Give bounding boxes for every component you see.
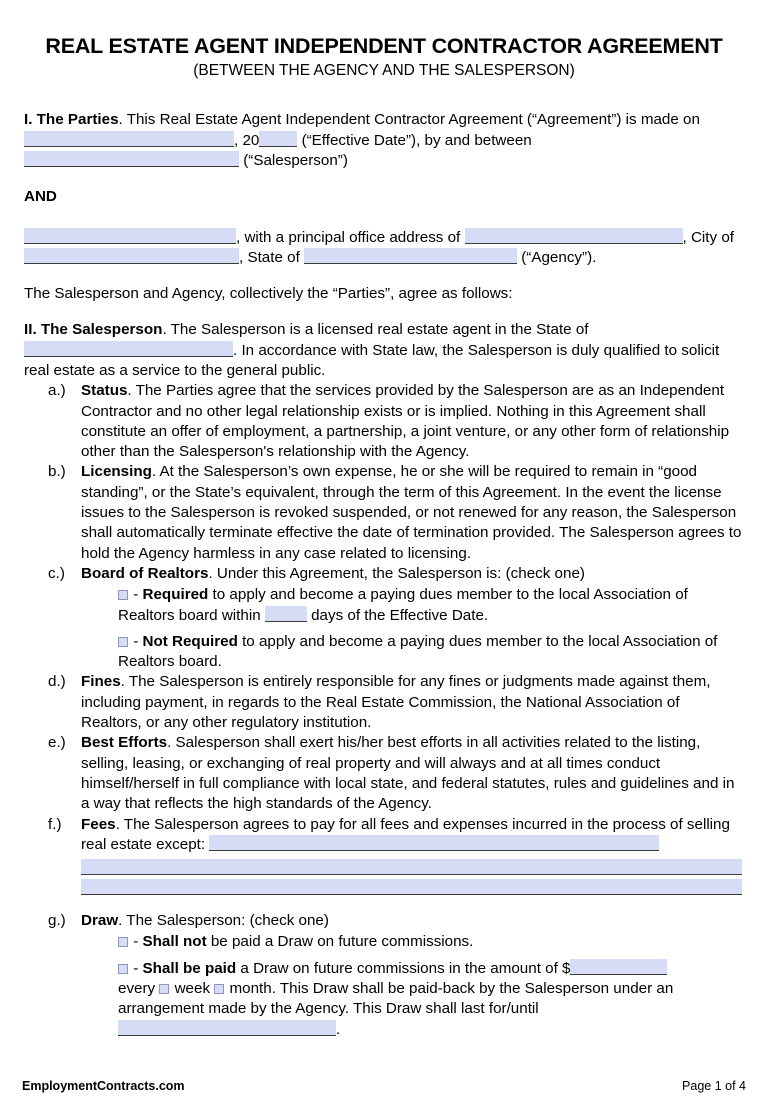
salesperson-name-field[interactable] [24, 151, 239, 167]
clause-text: . At the Salesperson’s own expense, he or she will be required to remain in “good standing”, or the State’s equivalent, through the term of this Agreement. In the event the license issues to the Salesperson is revoked suspended, or not renewed for any reason, the Salesperson shall automatically terminate effective the date of termination provided. The Salesperson agrees to hold the Agency harmless in any case related to licensing. [81, 463, 742, 562]
draw-duration-field[interactable] [118, 1020, 336, 1036]
board-option-not-required [118, 632, 742, 673]
clause-title: Status [81, 382, 128, 400]
option-dash: - [129, 933, 143, 951]
agency-name-field[interactable] [24, 228, 236, 244]
agency-city-field[interactable] [24, 248, 239, 264]
and-label: AND [24, 188, 57, 206]
option-dash: - [129, 632, 143, 650]
option-text-3: week [170, 980, 215, 997]
fees-exception-field-line-1[interactable] [209, 835, 659, 851]
effective-year-field[interactable] [259, 131, 297, 147]
agency-text-1: , with a principal office address of [236, 228, 465, 246]
section-parties-text-2: , 20 [234, 131, 260, 149]
option-text-5: . [336, 1020, 341, 1038]
clause-text: . The Parties agree that the services provided by the Salesperson are as an Independent Contractor and no other legal relationship exists or is implied. Nothing in this Agreement shall constitute an offer of employment, a partnership, a joint venture, or any other form of relationship other than the Salesperson's relationship with the Agency. [81, 382, 730, 461]
agency-address-field[interactable] [465, 228, 683, 244]
page-subtitle: (BETWEEN THE AGENCY AND THE SALESPERSON) [193, 61, 575, 79]
agency-text-4: (“Agency”). [517, 248, 597, 266]
section-parties [24, 110, 742, 171]
option-text-2: every [118, 980, 160, 997]
clause-list [24, 381, 742, 1040]
license-state-field[interactable] [24, 341, 233, 357]
clause-title: Best Efforts [81, 734, 168, 752]
clause-text: . Under this Agreement, the Salesperson is: (check one) [208, 564, 585, 582]
effective-date-field[interactable] [24, 131, 234, 147]
draw-options [81, 932, 742, 1039]
section-parties-text-3: (“Effective Date”), by and between [297, 131, 532, 149]
clause-marker: b.) [48, 463, 66, 481]
clause-title: Fines [81, 673, 121, 691]
clause-marker: c.) [48, 564, 65, 582]
page-footer [22, 1079, 746, 1093]
clause-fees [24, 815, 742, 896]
clause-text: . The Salesperson: (check one) [118, 912, 329, 930]
option-text-1: a Draw on future commissions in the amount of $ [236, 959, 571, 977]
section-salesperson [24, 320, 742, 381]
clause-best-efforts [24, 733, 742, 814]
section-agency [24, 228, 742, 269]
section-salesperson-text-1: . The Salesperson is a licensed real estate agent in the State of [162, 321, 589, 339]
footer-page-number: Page 1 of 4 [682, 1079, 746, 1093]
checkbox-week-icon[interactable] [159, 984, 169, 994]
agency-text-3: , State of [239, 248, 305, 266]
clause-marker: e.) [48, 734, 66, 752]
parties-collective-text: The Salesperson and Agency, collectively the “Parties”, agree as follows: [24, 285, 513, 303]
page-title: REAL ESTATE AGENT INDEPENDENT CONTRACTOR AGREEMENT [45, 34, 723, 58]
clause-board-of-realtors [24, 564, 742, 672]
checkbox-shall-not-icon[interactable] [118, 937, 128, 947]
option-label: Shall be paid [142, 959, 237, 977]
option-text-2: days of the Effective Date. [306, 606, 489, 624]
option-dash: - [129, 959, 143, 977]
clause-licensing [24, 462, 742, 563]
clause-title: Draw [81, 912, 119, 930]
clause-marker: a.) [48, 382, 66, 400]
option-label: Not Required [142, 632, 238, 650]
checkbox-month-icon[interactable] [214, 984, 224, 994]
clause-title: Board of Realtors [81, 564, 209, 582]
option-text-4: month. This Draw shall be paid-back by the Salesperson under an arrangement made by the Agency. This Draw shall last for/until [118, 980, 674, 1018]
clause-marker: g.) [48, 912, 66, 930]
section-salesperson-heading: II. The Salesperson [24, 321, 163, 339]
clause-marker: f.) [48, 815, 62, 833]
checkbox-not-required-icon[interactable] [118, 637, 128, 647]
option-text-1: be paid a Draw on future commissions. [206, 933, 474, 951]
section-salesperson-text-2: . In accordance with State law, the Salesperson is duly qualified to solicit real estate as a service to the general public. [24, 341, 720, 379]
clause-title: Fees [81, 815, 116, 833]
clause-marker: d.) [48, 673, 66, 691]
section-parties-text-1: . This Real Estate Agent Independent Contractor Agreement (“Agreement”) is made on [118, 111, 700, 129]
checkbox-shall-be-paid-icon[interactable] [118, 964, 128, 974]
clause-text: . The Salesperson agrees to pay for all fees and expenses incurred in the process of selling real estate except: [81, 815, 730, 853]
footer-site: EmploymentContracts.com [22, 1079, 185, 1093]
option-label: Shall not [142, 933, 207, 951]
board-option-required [118, 585, 742, 626]
option-dash: - [129, 586, 143, 604]
option-text-1: to apply and become a paying dues member to the local Association of Realtors board. [118, 632, 718, 671]
fees-exception-field-line-3[interactable] [81, 879, 742, 895]
document-body [22, 110, 746, 1040]
clause-status [24, 381, 742, 462]
clause-draw [24, 911, 742, 1040]
checkbox-required-icon[interactable] [118, 590, 128, 600]
clause-fines [24, 672, 742, 733]
clause-title: Licensing [81, 463, 152, 481]
draw-option-shall-not [118, 932, 742, 952]
section-parties-heading: I. The Parties [24, 111, 119, 129]
draw-amount-field[interactable] [570, 959, 667, 975]
board-days-field[interactable] [265, 606, 307, 622]
agency-text-2: , City of [682, 228, 734, 246]
section-parties-text-4: (“Salesperson”) [239, 151, 348, 169]
option-label: Required [142, 586, 209, 604]
option-text-1: to apply and become a paying dues member to the local Association of Realtors board within [118, 586, 688, 624]
draw-option-shall-be-paid [118, 959, 742, 1040]
board-options [81, 585, 742, 672]
agency-state-field[interactable] [304, 248, 517, 264]
clause-text: . Salesperson shall exert his/her best efforts in all activities related to the listing, selling, leasing, or exchanging of real property and will always and at all times conduct himself/herself in full compliance with local state, and federal statutes, rules and guidelines and in a way that reflects the high standards of the Agency. [81, 734, 735, 813]
clause-text: . The Salesperson is entirely responsible for any fines or judgments made against them, including payment, in regards to the Real Estate Commission, the National Association of Realtors, or any other regulatory institution. [81, 673, 711, 732]
fees-exception-field-line-2[interactable] [81, 859, 742, 875]
